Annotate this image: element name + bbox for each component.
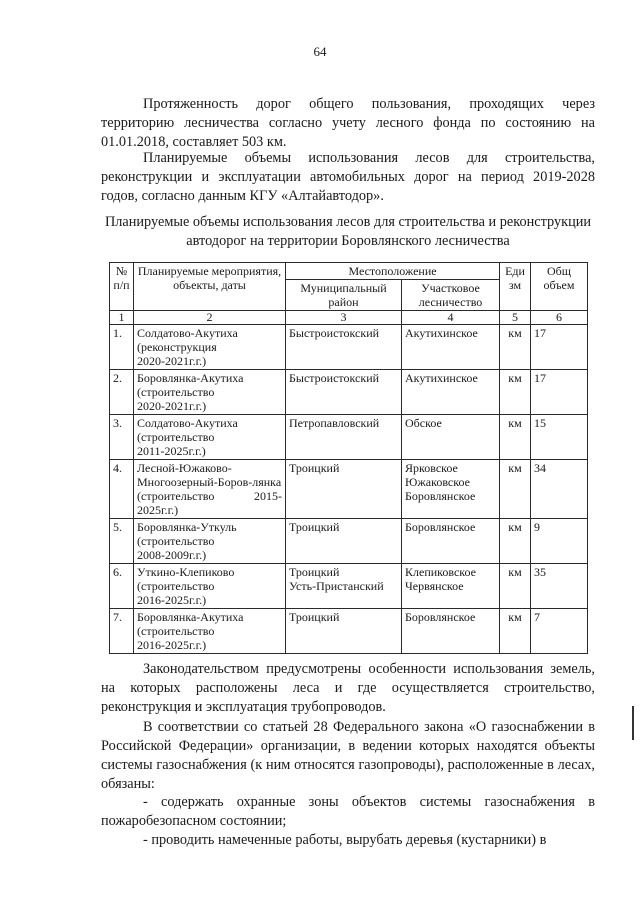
table-caption: Планируемые объемы использования лесов для строительства и реконструкции автодорог на территории Боровлянского лесничества — [104, 214, 592, 249]
row-num: 2. — [110, 370, 134, 415]
row-num: 4. — [110, 460, 134, 519]
table-row — [110, 370, 588, 415]
row-volume: 35 — [531, 564, 588, 609]
row-unit: км — [500, 519, 531, 564]
row-num: 7. — [110, 609, 134, 654]
row-activity: Боровлянка-Уткуль (строительство 2008-2009г.г.) — [134, 519, 286, 564]
paragraph-planned-volumes: Планируемые объемы использования лесов для строительства, реконструкции и эксплуатации автомобильных дорог на период 2019-2028 годов, согласно данным КГУ «Алтайавтодор». — [101, 150, 595, 204]
row-forestry: Акутихинское — [402, 370, 500, 415]
row-forestry: Ярковское Южаковское Боровлянское — [402, 460, 500, 519]
row-num: 6. — [110, 564, 134, 609]
row-volume: 17 — [531, 370, 588, 415]
column-number: 5 — [500, 311, 531, 325]
page-number: 64 — [313, 44, 327, 59]
row-num: 5. — [110, 519, 134, 564]
paragraph-roads-length: Протяженность дорог общего пользования, проходящих через территорию лесничества согласно учету лесного фонда по состоянию на 01.01.2018, составляет 503 км. — [101, 96, 595, 150]
row-forestry: Боровлянское — [402, 609, 500, 654]
row-activity: Солдатово-Акутиха (строительство 2011-2025г.г.) — [134, 415, 286, 460]
row-municipal: Быстроистокский — [286, 325, 402, 370]
row-volume: 15 — [531, 415, 588, 460]
paragraph-duty-works: - проводить намеченные работы, вырубать деревья (кустарники) в — [143, 832, 547, 848]
row-forestry: Клепиковское Червянское — [402, 564, 500, 609]
table-header-row — [110, 263, 588, 280]
row-unit: км — [500, 370, 531, 415]
header-location: Местоположение — [286, 263, 500, 280]
table-row — [110, 609, 588, 654]
row-activity: Уткино-Клепиково (строительство 2016-2025г.г.) — [134, 564, 286, 609]
table-row — [110, 564, 588, 609]
paragraph-legislation: Законодательством предусмотрены особенности использования земель, на которых расположены леса и где осуществляется строительство, реконструкция и эксплуатация трубопроводов. — [101, 661, 595, 715]
table-row — [110, 519, 588, 564]
column-number: 6 — [531, 311, 588, 325]
row-municipal: Троицкий Усть-Пристанский — [286, 564, 402, 609]
row-municipal: Быстроистокский — [286, 370, 402, 415]
row-volume: 9 — [531, 519, 588, 564]
row-forestry: Боровлянское — [402, 519, 500, 564]
row-volume: 17 — [531, 325, 588, 370]
header-forestry: Участковое лесничество — [402, 280, 500, 311]
row-activity: Боровлянка-Акутиха (строительство 2016-2025г.г.) — [134, 609, 286, 654]
row-municipal: Троицкий — [286, 609, 402, 654]
header-municipal: Муниципальный район — [286, 280, 402, 311]
row-volume: 34 — [531, 460, 588, 519]
table-row — [110, 460, 588, 519]
paragraph-duty-zones: - содержать охранные зоны объектов системы газоснабжения в пожаробезопасном состоянии; — [101, 794, 595, 829]
header-activity: Планируемые мероприятия, объекты, даты — [134, 263, 286, 311]
header-volume: Общ объем — [531, 263, 588, 311]
table-row — [110, 325, 588, 370]
column-numbers-row — [110, 311, 588, 325]
row-municipal: Троицкий — [286, 519, 402, 564]
row-municipal: Петропавловский — [286, 415, 402, 460]
table-row — [110, 415, 588, 460]
paragraph-gas-law: В соответствии со статьей 28 Федерального закона «О газоснабжении в Российской Федерации» организации, в ведении которых находятся объекты системы газоснабжения (к ним относятся газопроводы), расположенные в лесах, обязаны: — [101, 719, 595, 792]
row-activity: Солдатово-Акутиха (реконструкция 2020-2021г.г.) — [134, 325, 286, 370]
row-activity: Лесной-Южаково-Многоозерный-Боров-лянка (строительство 2015-2025г.г.) — [134, 460, 286, 519]
row-unit: км — [500, 325, 531, 370]
row-num: 1. — [110, 325, 134, 370]
header-num: № п/п — [110, 263, 134, 311]
column-number: 4 — [402, 311, 500, 325]
row-num: 3. — [110, 415, 134, 460]
row-unit: км — [500, 415, 531, 460]
margin-mark — [632, 706, 634, 740]
column-number: 1 — [110, 311, 134, 325]
row-unit: км — [500, 564, 531, 609]
column-number: 3 — [286, 311, 402, 325]
row-volume: 7 — [531, 609, 588, 654]
roads-table — [109, 262, 588, 654]
column-number: 2 — [134, 311, 286, 325]
row-unit: км — [500, 460, 531, 519]
row-forestry: Акутихинское — [402, 325, 500, 370]
row-forestry: Обское — [402, 415, 500, 460]
header-unit: Еди зм — [500, 263, 531, 311]
row-municipal: Троицкий — [286, 460, 402, 519]
row-unit: км — [500, 609, 531, 654]
row-activity: Боровлянка-Акутиха (строительство 2020-2021г.г.) — [134, 370, 286, 415]
